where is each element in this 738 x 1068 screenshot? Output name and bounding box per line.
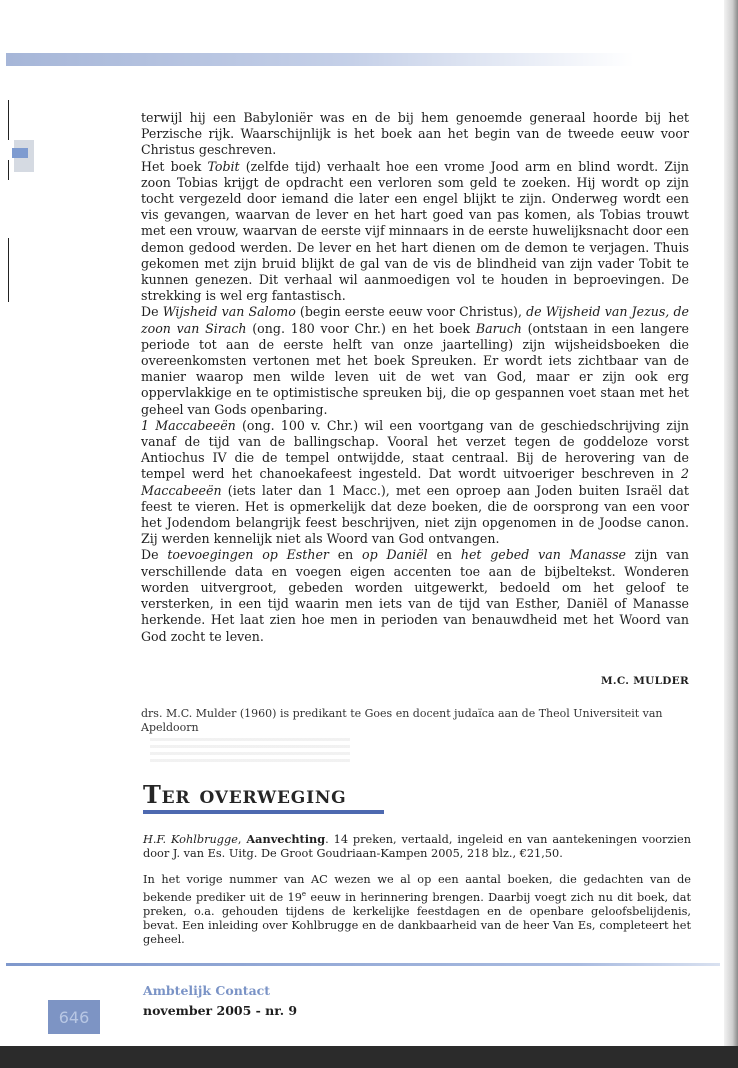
text-run: e xyxy=(301,890,307,898)
article-paragraph xyxy=(141,159,689,305)
review-reference xyxy=(143,832,691,861)
text-run: (ong. 180 voor Chr.) en het boek xyxy=(246,320,476,336)
text-run: (iets later dan 1 Macc.), met een oproep aan Joden buiten Israël dat feest te vieren. Het is opmerkelijk dat deze boeken, die de oorsprong van een voor het Jodendom belangrijk feest beschrijven, niet zijn opgenomen in de Joodse canon. Zij werden kennelijk niet als Woord van God ontvangen. xyxy=(141,482,689,547)
book-title: 2 Maccabeeën xyxy=(141,466,689,498)
book-title: Tobit xyxy=(207,158,240,174)
margin-line xyxy=(8,160,9,180)
text-run: eeuw in herinnering brengen. Daarbij voegt zich nu dit boek, dat preken, o.a. gehouden tijdens de kerkelijke feestdagen en de openbare geloofsbelijdenis, bevat. Een inleiding over Kohlbrugge en de dankbaarheid van de heer Van Es, completeert het geheel. xyxy=(143,890,691,946)
scan-bottom-edge xyxy=(0,1046,738,1068)
book-title: 1 Maccabeeën xyxy=(141,417,236,433)
author-bio: drs. M.C. Mulder (1960) is predikant te Goes en docent judaïca aan de Theol Universiteit van Apeldoorn xyxy=(141,707,663,734)
text-run: De xyxy=(141,304,163,320)
text-run: en xyxy=(328,547,363,563)
text-run: (ong. 100 v. Chr.) wil een voortgang van de geschiedschrijving zijn vanaf de tijd van de ballingschap. Vooral het verzet tegen de goddeloze vorst Antiochus IV die de tempel ontwijdde, staat centraal. Bij de herovering van de tempel werd het chanoekafeest ingesteld. Dat wordt uitvoeriger beschreven in xyxy=(141,417,689,482)
book-title: Baruch xyxy=(475,320,522,336)
page-binding-edge xyxy=(724,0,738,1046)
text-run: Het boek xyxy=(141,158,208,174)
book-title: Wijsheid van Salomo xyxy=(162,304,296,320)
book-title: Aanvechting xyxy=(246,832,326,846)
text-run: (zelfde tijd) verhaalt hoe een vrome Jood arm en blind wordt. Zijn zoon Tobias krijgt de opdracht een verloren som geld te zoeken. Hij wordt op zijn tocht vergezeld door iemand die later een engel blijkt te zijn. Onderweg wordt een vis gevangen, waarvan de lever en het hart goed van pas komen, als Tobias trouwt met een vrouw, waarvan de eerste vijf minnaars in de eerste huwelijksnacht door een demon gedood werden. De lever en het hart dienen om de demon te verjagen. Thuis gekomen met zijn bruid blijkt de gal van de vis de blindheid van zijn vader Tobit te kunnen genezen. Dit verhaal wil aanmoedigen vol te houden in beproevingen. De strekking is wel erg fantastisch. xyxy=(141,158,689,304)
magazine-name: Ambtelijk Contact xyxy=(143,983,271,998)
text-run: zijn van verschillende data en voegen eigen accenten toe aan de bijbeltekst. Wonderen worden uitvergroot, gebeden worden uitgewerkt, bedoeld om het geloof te versterken, in een tijd waarin men iets van de tijd van Esther, Daniël of Manasse herkende. Het laat zien hoe men in perioden van benauwdheid met het Woord van God zocht te leven. xyxy=(141,547,689,644)
text-run: , xyxy=(237,833,247,846)
margin-line xyxy=(8,100,9,140)
article-paragraph xyxy=(141,304,689,417)
header-color-band xyxy=(6,53,634,66)
margin-marker xyxy=(12,148,28,158)
article-body xyxy=(141,110,689,645)
author-name: H.F. Kohlbrugge xyxy=(143,833,238,846)
book-title: het gebed van Manasse xyxy=(460,547,627,563)
section-heading: Ter overweging xyxy=(143,780,347,809)
article-paragraph xyxy=(141,547,689,644)
text-run: (ontstaan in een langere periode tot aan de eerste helft van onze jaartelling) zijn wijsheidsboeken die overeenkomsten vertonen met het boek Spreuken. Er wordt iets zichtbaar van de manier waarop men wilde leven uit de wet van God, maar er zijn ook erg oppervlakkige en te optimistische spreuken bij, die op gespannen voet staan met het geheel van Gods openbaring. xyxy=(141,320,690,417)
text-run: (begin eerste eeuw voor Christus), xyxy=(295,304,527,320)
author-signature: M.C. MULDER xyxy=(600,675,689,687)
bleed-through xyxy=(150,738,350,766)
footer-rule xyxy=(6,963,720,966)
book-title: de Wijsheid van Jezus, de zoon van Sirach xyxy=(141,304,689,336)
book-title: toevoegingen op Esther xyxy=(167,547,329,563)
review-text xyxy=(143,873,691,947)
issue-label: november 2005 - nr. 9 xyxy=(143,1003,298,1018)
heading-underline xyxy=(143,810,384,814)
book-title: op Daniël xyxy=(362,547,428,563)
text-run: In het vorige nummer van AC wezen we al op een aantal boeken, die gedachten van de bekende prediker uit de 19 xyxy=(143,873,691,904)
text-run: De xyxy=(141,547,168,563)
text-run: terwijl hij een Babyloniër was en de bij hem genoemde generaal hoorde bij het Perzische rijk. Waarschijnlijk is het boek aan het begin van de tweede eeuw voor Christus geschreven. xyxy=(141,110,689,158)
text-run: en xyxy=(427,547,461,563)
article-paragraph xyxy=(141,418,689,548)
text-run: . 14 preken, vertaald, ingeleid en van aantekeningen voorzien door J. van Es. Uitg. De Groot Goudriaan-Kampen 2005, 218 blz., €21,50. xyxy=(143,833,691,860)
article-paragraph xyxy=(141,110,689,159)
margin-line xyxy=(8,238,9,302)
page-number: 646 xyxy=(48,1000,100,1034)
